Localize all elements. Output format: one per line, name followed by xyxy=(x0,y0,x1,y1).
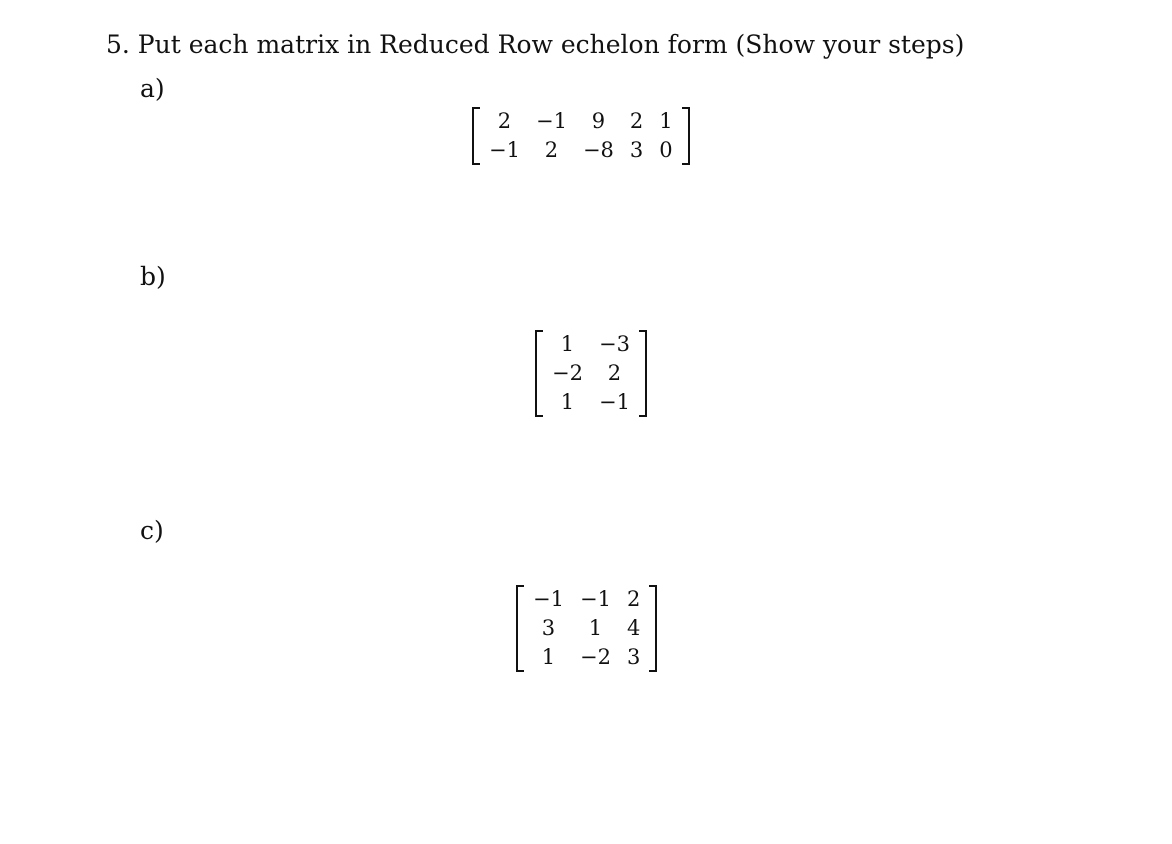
matrix-cell: 1 xyxy=(659,109,673,133)
matrix-cell: 1 xyxy=(560,390,575,414)
matrix-c-grid xyxy=(525,585,648,672)
matrix-row xyxy=(544,359,638,388)
part-a-label: a) xyxy=(140,74,165,103)
matrix-c xyxy=(516,585,657,672)
matrix-row xyxy=(525,614,648,643)
matrix-a xyxy=(472,107,690,165)
matrix-cell: 3 xyxy=(541,616,556,640)
matrix-cell: −2 xyxy=(552,361,583,385)
matrix-cell: −3 xyxy=(598,332,630,356)
matrix-a-left-bracket xyxy=(472,107,480,165)
matrix-cell: 1 xyxy=(560,332,575,356)
matrix-cell: −1 xyxy=(579,587,611,611)
matrix-cell: −1 xyxy=(489,138,520,162)
matrix-cell: 2 xyxy=(607,361,622,385)
matrix-cell: 2 xyxy=(497,109,512,133)
matrix-row xyxy=(544,388,638,417)
matrix-cell: 4 xyxy=(626,616,641,640)
matrix-cell: 1 xyxy=(588,616,603,640)
question-heading: 5. Put each matrix in Reduced Row echelon form (Show your steps) xyxy=(106,30,965,59)
matrix-c-right-bracket xyxy=(649,585,657,672)
matrix-cell: 2 xyxy=(544,138,559,162)
part-b-label: b) xyxy=(140,262,166,291)
matrix-cell: −8 xyxy=(582,138,614,162)
matrix-row xyxy=(481,107,681,136)
matrix-cell: 3 xyxy=(629,138,644,162)
matrix-c-left-bracket xyxy=(516,585,524,672)
matrix-cell: 2 xyxy=(626,587,641,611)
matrix-b-right-bracket xyxy=(639,330,647,417)
matrix-row xyxy=(544,330,638,359)
matrix-cell: 3 xyxy=(626,645,641,669)
matrix-cell: −1 xyxy=(535,109,567,133)
matrix-a-grid xyxy=(481,107,681,165)
matrix-cell: 2 xyxy=(629,109,644,133)
matrix-cell: −1 xyxy=(533,587,564,611)
matrix-a-right-bracket xyxy=(682,107,690,165)
part-c-label: c) xyxy=(140,516,164,545)
matrix-b xyxy=(535,330,647,417)
matrix-cell: 1 xyxy=(541,645,556,669)
matrix-b-left-bracket xyxy=(535,330,543,417)
matrix-cell: 9 xyxy=(591,109,606,133)
matrix-cell: 0 xyxy=(659,138,673,162)
matrix-cell: −1 xyxy=(598,390,630,414)
matrix-b-grid xyxy=(544,330,638,417)
matrix-row xyxy=(481,136,681,165)
matrix-row xyxy=(525,643,648,672)
matrix-row xyxy=(525,585,648,614)
matrix-cell: −2 xyxy=(579,645,611,669)
